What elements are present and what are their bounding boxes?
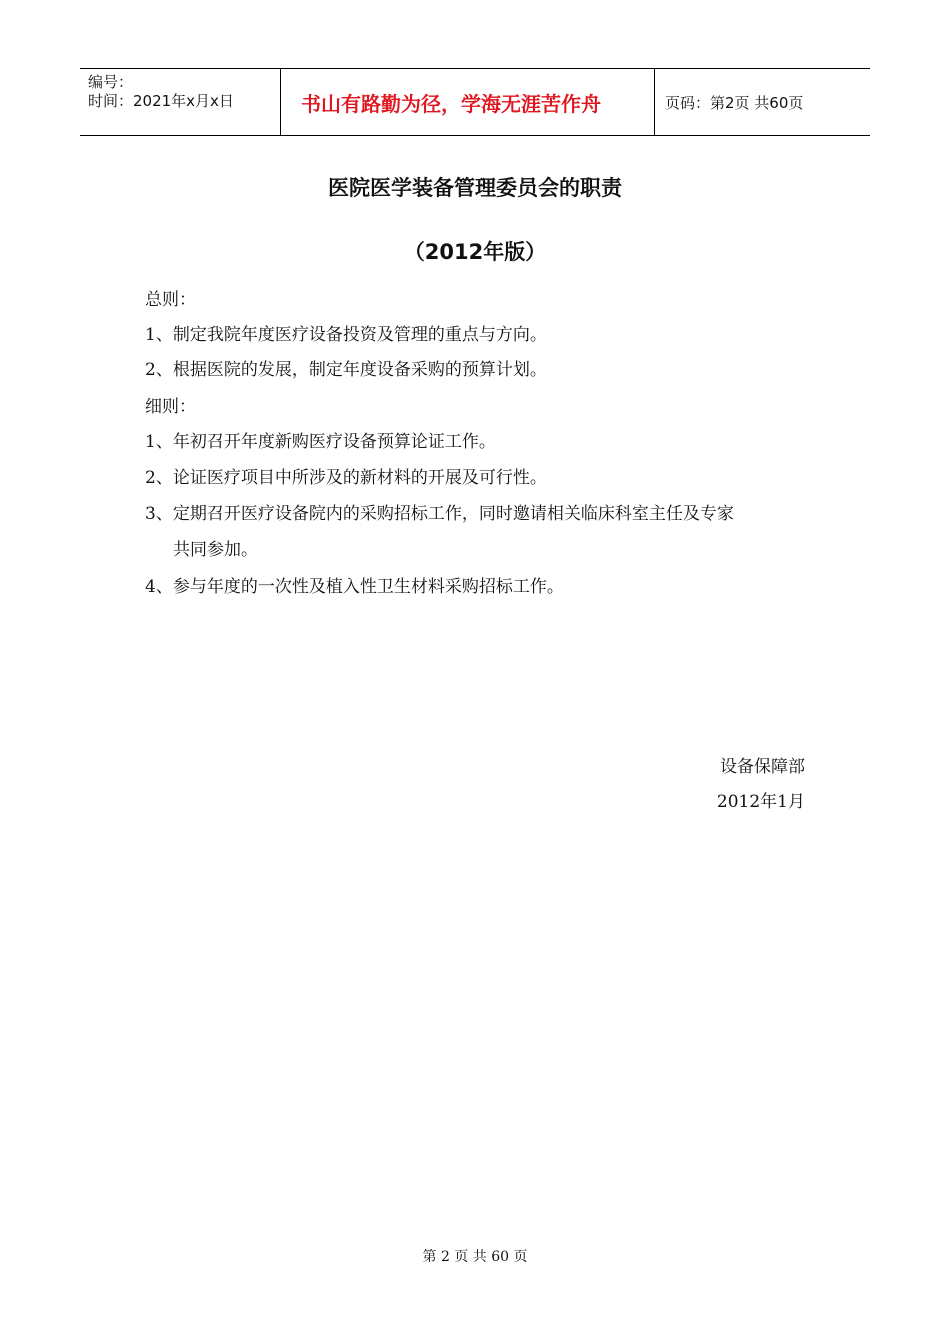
signature-date: 2012年1月	[716, 792, 805, 812]
header-page-info: 页码：第2页 共60页	[665, 93, 804, 112]
paragraph: 2、论证医疗项目中所涉及的新材料的开展及可行性。	[145, 468, 547, 488]
paragraph: 4、参与年度的一次性及植入性卫生材料采购招标工作。	[145, 577, 564, 597]
paragraph: 2、根据医院的发展，制定年度设备采购的预算计划。	[145, 360, 547, 380]
header-time: 时间：2021年x月x日	[88, 92, 234, 110]
paragraph: 3、定期召开医疗设备院内的采购招标工作，同时邀请相关临床科室主任及专家	[145, 504, 734, 524]
header-meta	[80, 69, 281, 135]
document-subtitle: （2012年版）	[403, 240, 547, 264]
paragraph: 1、制定我院年度医疗设备投资及管理的重点与方向。	[145, 325, 547, 345]
document-header	[80, 68, 870, 136]
document-title: 医院医学装备管理委员会的职责	[328, 176, 622, 200]
header-number: 编号：	[88, 73, 134, 91]
paragraph: 1、年初召开年度新购医疗设备预算论证工作。	[145, 432, 496, 452]
signature-department: 设备保障部	[720, 757, 805, 777]
section-heading-general: 总则：	[145, 290, 196, 310]
header-motto: 书山有路勤为径，学海无涯苦作舟	[281, 69, 655, 135]
paragraph-continuation: 共同参加。	[173, 540, 258, 560]
section-heading-detail: 细则：	[145, 397, 196, 417]
page-footer: 第 2 页 共 60 页	[422, 1249, 528, 1265]
